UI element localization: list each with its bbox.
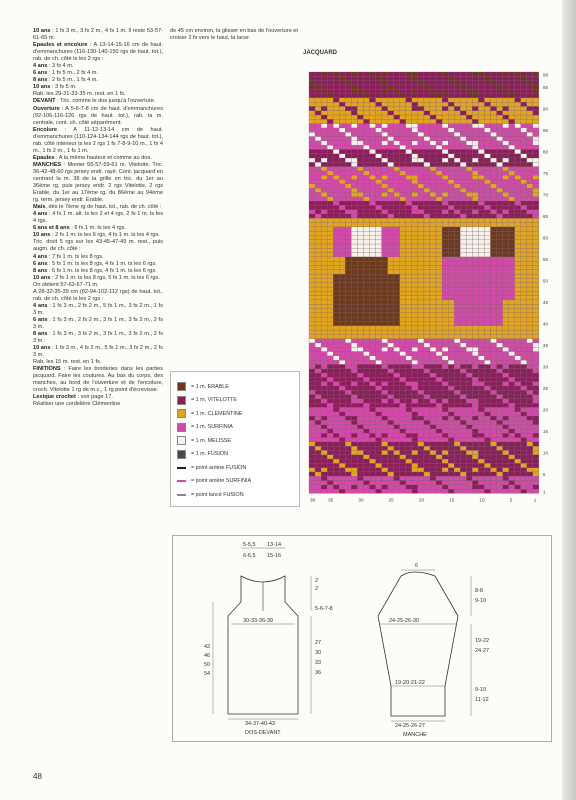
row-label: 65 bbox=[542, 214, 549, 220]
instruction-paragraph bbox=[33, 211, 163, 225]
instruction-heading: 8 ans bbox=[33, 267, 48, 274]
sleeve-cuff-label-1: 9-10 bbox=[475, 687, 487, 693]
legend-label: = 1 m. MELISSE bbox=[191, 437, 231, 444]
instruction-paragraph bbox=[33, 70, 163, 77]
row-label: 60 bbox=[542, 235, 549, 241]
legend-label: = 1 m. FUSION bbox=[191, 451, 228, 457]
legend-item bbox=[177, 396, 237, 405]
instruction-heading: 6 ans bbox=[33, 260, 48, 267]
legend-item bbox=[177, 423, 233, 432]
legend-label: = point lancé FUSION bbox=[191, 491, 244, 498]
instruction-text: : A 5-6-7-8 cm de haut. d'emmanchures (92-106-116-126 rgs de haut. tot.), rab. la m. centrale, cont. ch. côté séparément. bbox=[33, 105, 163, 126]
instruction-paragraph bbox=[33, 127, 163, 155]
instruction-text: : 1 fs 3 m., 3 fs 2 m., 4 fs 1 m. Il reste 53-57-61-65 m. bbox=[33, 28, 163, 42]
legend-label: = 1 m. ERABLE bbox=[191, 383, 229, 390]
instruction-paragraph bbox=[33, 91, 163, 98]
instruction-text: : 1 fs 3 m., 4 fs 2 m., 5 fs 1 m., 3 fs 2 m., 2 fs 3 m. bbox=[33, 345, 163, 359]
instruction-text: : 1 fs 3 m., 2 fs 2 m., 5 fs 1 m., 3 fs 2 m., 1 fs 3 m. bbox=[33, 302, 163, 316]
body-height-label-3: 33 bbox=[315, 660, 322, 666]
jacquard-chart bbox=[303, 66, 553, 514]
instruction-paragraph bbox=[33, 84, 163, 91]
instruction-heading: 4 ans bbox=[33, 211, 48, 218]
column-label: 15 bbox=[449, 497, 455, 503]
instruction-paragraph bbox=[33, 345, 163, 359]
instruction-heading: 10 ans bbox=[33, 84, 51, 91]
instruction-paragraph bbox=[33, 331, 163, 345]
column-label: 35 bbox=[328, 497, 334, 503]
instruction-paragraph bbox=[33, 42, 163, 63]
legend-item bbox=[177, 463, 246, 472]
total-height-label-3: 50 bbox=[204, 662, 211, 668]
total-height-label-4: 54 bbox=[204, 671, 211, 677]
instruction-heading: 6 ans bbox=[33, 70, 48, 77]
row-label: 90 bbox=[542, 106, 549, 112]
column-label: 25 bbox=[388, 497, 394, 503]
instruction-heading: 4 ans bbox=[33, 253, 48, 260]
instruction-text: : voir page 17. bbox=[75, 394, 113, 401]
surfinia-swatch bbox=[177, 423, 186, 432]
instruction-heading: 10 ans bbox=[33, 345, 51, 352]
instruction-paragraph bbox=[33, 268, 163, 275]
legend-item bbox=[177, 436, 231, 445]
sleeve-length-label-1: 19-22 bbox=[475, 638, 490, 644]
instruction-text: Réaliser une cordelière Clémentine bbox=[33, 401, 121, 408]
legend-item bbox=[177, 477, 251, 486]
sleeve-top-label: 6 bbox=[415, 563, 419, 569]
instruction-heading: 10 ans bbox=[33, 28, 51, 34]
sleeve-length-label-2: 24-27 bbox=[475, 648, 490, 654]
instruction-text: : 1 fs 3 m., 2 fs 2 m., 3 fs 1 m., 3 fs 2 m., 2 fs 3 m. bbox=[33, 316, 163, 330]
instruction-paragraph bbox=[33, 282, 163, 289]
instruction-text: On obtient 57-63-67-71 m. bbox=[33, 281, 99, 288]
sleeve-outline bbox=[378, 572, 458, 716]
instruction-text: : 1 fs 5 m., 2 fs 4 m. bbox=[47, 70, 98, 77]
row-label: 1 bbox=[542, 489, 546, 495]
instruction-heading: Ouverture bbox=[33, 105, 60, 112]
row-label: 70 bbox=[542, 192, 549, 198]
instruction-paragraph bbox=[33, 261, 163, 268]
instruction-text: Tric. droit 5 rgs sur les 43-45-47-49 m. rest., puis augm. de ch. côté : bbox=[33, 239, 163, 253]
instruction-text: : 3 fs 4 m. bbox=[47, 63, 74, 70]
page-number: 48 bbox=[33, 772, 42, 781]
hem-width-label: 34-37-40-43 bbox=[245, 721, 275, 727]
sleeve-cap-label: 8-8 bbox=[475, 588, 483, 594]
instruction-text: : 2 fs 1 m. ts les 6 rgs, 4 fs 1 m. ts les 4 rgs. bbox=[50, 232, 160, 239]
instruction-paragraph bbox=[33, 317, 163, 331]
lazy-stitch-icon bbox=[177, 494, 186, 496]
instruction-heading: 8 ans bbox=[33, 331, 48, 338]
instruction-paragraph bbox=[33, 98, 163, 105]
instruction-heading: DEVANT bbox=[33, 98, 56, 105]
sleeve-narrow-width-label: 19-20-21-22 bbox=[395, 680, 425, 686]
melisse-swatch bbox=[177, 436, 186, 445]
instruction-text: : 2 fs 5 m., 1 fs 4 m. bbox=[47, 77, 98, 84]
legend-item bbox=[177, 382, 229, 391]
shoulder-label-1: 2 bbox=[315, 578, 319, 584]
row-label: 25 bbox=[542, 386, 549, 392]
instruction-heading: 10 ans bbox=[33, 274, 51, 281]
body-caption: DOS-DEVANT bbox=[245, 730, 281, 736]
row-label: 30 bbox=[542, 364, 549, 370]
opening-label: 5-6-7-8 bbox=[315, 606, 333, 612]
column-label: 1 bbox=[533, 497, 537, 503]
instruction-paragraph bbox=[33, 204, 163, 211]
chart-grid bbox=[309, 72, 539, 493]
instruction-heading: 4 ans bbox=[33, 63, 48, 70]
instruction-paragraph bbox=[33, 232, 163, 239]
row-label: 95 bbox=[542, 85, 549, 91]
instruction-paragraph bbox=[33, 63, 163, 70]
chart-title: JACQUARD bbox=[303, 50, 338, 56]
row-label: 5 bbox=[542, 472, 546, 478]
instruction-paragraph bbox=[33, 303, 163, 317]
instruction-heading: FINITIONS bbox=[33, 366, 61, 373]
fusion-swatch bbox=[177, 450, 186, 459]
instruction-heading: Epaules et encolure bbox=[33, 42, 88, 49]
legend-label: = point arrière SURFINIA bbox=[191, 478, 252, 484]
body-schematic bbox=[204, 542, 333, 736]
column-label: 5 bbox=[509, 497, 513, 503]
row-label: 85 bbox=[542, 128, 549, 134]
instruction-paragraph bbox=[33, 28, 163, 42]
instruction-text: Rab. les 15 m. rest. en 1 fs. bbox=[33, 359, 102, 366]
sleeve-schematic bbox=[378, 563, 489, 738]
page-spine-shadow bbox=[562, 0, 576, 800]
sleeve-cuff-width-label: 24-25-26-27 bbox=[395, 723, 425, 729]
instruction-paragraph bbox=[33, 77, 163, 84]
instruction-heading: 8 ans bbox=[33, 77, 48, 84]
instruction-heading: 6 ans bbox=[33, 316, 48, 323]
instruction-text: : 2 fs 1 m. ts les 8 rgs, 5 fs 1 m. ts les 6 rgs. bbox=[50, 274, 160, 281]
chest-width-label: 30-33-36-39 bbox=[243, 618, 273, 624]
instruction-paragraph bbox=[33, 289, 163, 303]
instruction-heading: MANCHES bbox=[33, 161, 62, 168]
neck-width-label-2: 13-14 bbox=[267, 542, 282, 548]
row-label: 10 bbox=[542, 450, 549, 456]
neck-depth-label-2: 15-16 bbox=[267, 553, 282, 559]
shoulder-label-2: 2 bbox=[315, 586, 319, 592]
instruction-paragraph bbox=[33, 254, 163, 261]
instruction-heading: Mais bbox=[33, 204, 46, 211]
instruction-text: : 7 fs 1 m. ts les 8 rgs. bbox=[47, 253, 104, 260]
instructions-continuation: de 45 cm environ, la glisser en bas de l'ouverture et croiser 2 fs vers le haut, la lacer. bbox=[170, 28, 298, 42]
instruction-paragraph bbox=[33, 155, 163, 162]
back-stitch-dark-icon bbox=[177, 467, 186, 469]
vitelotte-swatch bbox=[177, 396, 186, 405]
instruction-heading: Encolure bbox=[33, 126, 57, 133]
total-height-label-2: 46 bbox=[204, 653, 211, 659]
instruction-paragraph bbox=[33, 239, 163, 253]
body-height-label-2: 30 bbox=[315, 650, 322, 656]
sleeve-cap-label-2: 9-10 bbox=[475, 598, 487, 604]
column-label: 20 bbox=[418, 497, 425, 503]
row-label: 50 bbox=[542, 278, 549, 284]
total-height-label-1: 42 bbox=[204, 644, 211, 650]
instruction-text: : 5 fs 1 m. ts les 8 rgs, 4 fs 1 m. ts les 6 rgs. bbox=[47, 260, 157, 267]
row-label: 75 bbox=[542, 171, 549, 177]
back-stitch-pink-icon bbox=[177, 480, 186, 482]
instruction-paragraph bbox=[33, 401, 163, 408]
row-label: 40 bbox=[542, 321, 549, 327]
instruction-paragraph bbox=[33, 359, 163, 366]
instruction-paragraph bbox=[33, 275, 163, 282]
instruction-paragraph bbox=[33, 366, 163, 394]
instruction-text: : 3 fs 5 m. bbox=[50, 84, 77, 91]
body-height-label-1: 27 bbox=[315, 640, 322, 646]
instruction-text: : Monter 55-57-59-61 m. Vitelotte. Tric. 36-42-48-60 rgs jersey endr. rayé. Cont. jacquard en centrant la m. 38 de la grille en tric. du 1er au 36ème rg, puis jersey endr. 2 rgs Vitelotte, 2 rgs Erable, du 1er au 17ème rg, du 86ème au 94ème rg. term. jersey endr. Erable. bbox=[33, 161, 163, 204]
instruction-paragraph bbox=[33, 162, 163, 204]
instruction-text: : A 11-12-13-14 cm de haut. d'emmanchures (110-124-134-144 rgs de haut. tot.), rab. côté intérieur ts les 2 rgs 1 fs 7-8-9-10 m., 1 fs 4 m., 1 fs 2 m., 1 fs 1 m. bbox=[33, 126, 163, 154]
sleeve-cuff-label-2: 11-12 bbox=[475, 697, 489, 703]
legend-label: = 1 m. CLEMENTINE bbox=[191, 410, 243, 417]
instruction-text: A 28-32-35-39 cm (82-94-102-112 rgs) de haut. tot., rab. de ch. côté ts les 2 rgs : bbox=[33, 288, 163, 302]
instruction-paragraph bbox=[33, 394, 163, 401]
neck-depth-label: 6-6,5 bbox=[243, 553, 256, 559]
instruction-text: : Tric. comme le dos jusqu'à l'ouverture. bbox=[55, 98, 156, 105]
schematic-diagrams bbox=[173, 536, 551, 741]
neck-width-label: 5-5,5 bbox=[243, 542, 256, 548]
legend-item bbox=[177, 409, 242, 418]
legend-item bbox=[177, 450, 228, 459]
row-label: 15 bbox=[542, 429, 549, 435]
instruction-text: : 6 fs 1 m. ts les 4 rgs. bbox=[69, 225, 126, 232]
row-label: 80 bbox=[542, 149, 549, 155]
column-label: 10 bbox=[479, 497, 485, 503]
instruction-text: : 4 fs 1 m. alt. ts les 2 et 4 rgs, 2 fs 1 m. ts les 4 rgs. bbox=[33, 211, 163, 225]
row-label: 45 bbox=[542, 300, 549, 306]
instruction-paragraph bbox=[33, 225, 163, 232]
instruction-text: : Faire les broderies dans les parties jacquard. Faire les coutures. Au bas du corps, des manches, au bord de l'ouverture et de l'encolure, croch. Vitelotte 1 rg de m.c., 1 rg point d'écrevisse. bbox=[33, 366, 163, 394]
instruction-text: : 1 fs 3 m., 3 fs 2 m., 3 fs 1 m., 3 fs 2 m., 2 fs 3 m. bbox=[33, 331, 163, 345]
legend-box bbox=[170, 371, 300, 507]
schematic-box bbox=[172, 535, 552, 742]
sleeve-caption: MANCHE bbox=[403, 732, 427, 738]
row-label: 55 bbox=[542, 257, 549, 263]
clementine-swatch bbox=[177, 409, 186, 418]
legend-label: = point arrière FUSION bbox=[191, 464, 247, 471]
instruction-text: : A la même hauteur et comme au dos. bbox=[54, 154, 152, 161]
body-height-label-4: 36 bbox=[315, 670, 322, 676]
row-label: 98 bbox=[542, 72, 549, 78]
instructions-column-1 bbox=[33, 28, 163, 409]
legend-item bbox=[177, 490, 244, 499]
sleeve-upper-width-label: 24-25-26-30 bbox=[389, 618, 419, 624]
legend-label: = 1 m. SURFINIA bbox=[191, 424, 233, 430]
instruction-heading: 10 ans bbox=[33, 232, 51, 239]
legend-label: = 1 m. VITELOTTE bbox=[191, 397, 237, 403]
instruction-heading: Epaules bbox=[33, 154, 55, 161]
instruction-text: Rab. les 29-31-33-35 m. rest. en 1 fs. bbox=[33, 91, 126, 98]
instruction-heading: Lexique crochet bbox=[33, 394, 76, 401]
erable-swatch bbox=[177, 382, 186, 391]
column-label: 30 bbox=[358, 497, 364, 503]
instruction-text: , dès le 7ème rg de haut. tot., rab. de ch. côté : bbox=[45, 204, 162, 211]
row-label: 20 bbox=[542, 407, 549, 413]
instruction-heading: 6 ans et 8 ans bbox=[33, 225, 70, 232]
instruction-text: : 6 fs 1 m. ts les 8 rgs, 4 fs 1 m. ts les 6 rgs. bbox=[47, 267, 157, 274]
instruction-text: : A 13-14-15-16 cm de haut. d'emmanchures (116-130-140-150 rgs de haut. tot.), rab. de ch. côté ts les 2 rgs : bbox=[33, 42, 163, 63]
column-label: 38 bbox=[310, 497, 316, 503]
instruction-heading: 4 ans bbox=[33, 302, 48, 309]
instructions-column-2 bbox=[170, 28, 298, 42]
row-label: 35 bbox=[542, 343, 549, 349]
instruction-paragraph bbox=[33, 106, 163, 127]
